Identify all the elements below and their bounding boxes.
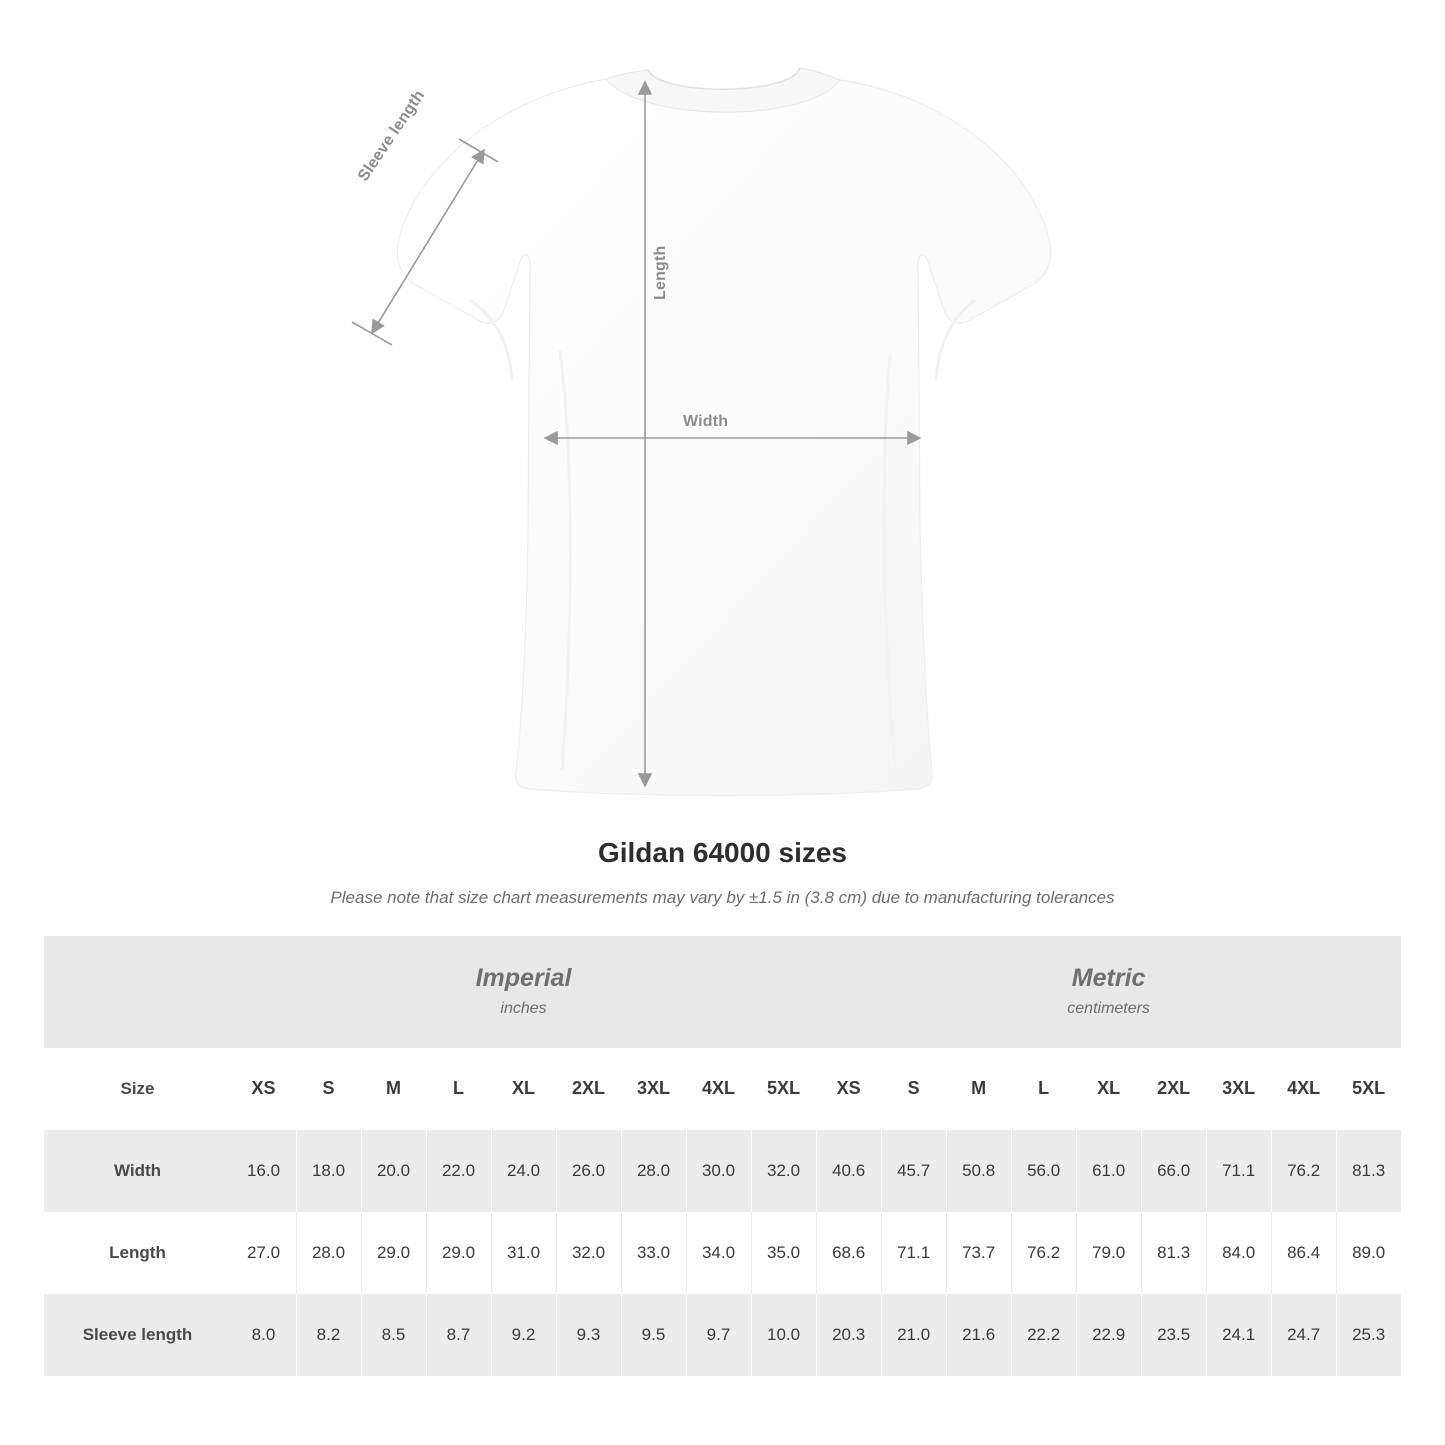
table-cell: 33.0 [621, 1212, 686, 1294]
table-cell: 81.3 [1336, 1130, 1401, 1212]
table-cell: 68.6 [816, 1212, 881, 1294]
table-cell: 71.1 [1206, 1130, 1271, 1212]
size-header-cell: 5XL [1336, 1048, 1401, 1130]
size-header-cell: M [361, 1048, 426, 1130]
unit-header-metric [816, 936, 1401, 1048]
unit-sub-metric: centimeters [1067, 1000, 1150, 1018]
table-cell: 30.0 [686, 1130, 751, 1212]
table-cell: 22.2 [1011, 1294, 1076, 1376]
size-header-cell: M [946, 1048, 1011, 1130]
table-cell: 28.0 [296, 1212, 361, 1294]
table-cell: 84.0 [1206, 1212, 1271, 1294]
table-cell: 76.2 [1011, 1212, 1076, 1294]
size-header-cell: L [426, 1048, 491, 1130]
table-row-sleeve-length [44, 1294, 1401, 1376]
table-cell: 25.3 [1336, 1294, 1401, 1376]
table-cell: 9.7 [686, 1294, 751, 1376]
size-table [44, 936, 1401, 1376]
table-cell: 31.0 [491, 1212, 556, 1294]
size-header-cell: 4XL [686, 1048, 751, 1130]
table-row-length [44, 1212, 1401, 1294]
size-table-wrapper [44, 936, 1401, 1376]
unit-header-imperial [231, 936, 816, 1048]
table-cell: 18.0 [296, 1130, 361, 1212]
table-cell: 79.0 [1076, 1212, 1141, 1294]
unit-name-imperial: Imperial [475, 963, 572, 992]
table-cell: 34.0 [686, 1212, 751, 1294]
table-cell: 86.4 [1271, 1212, 1336, 1294]
title-block [0, 836, 1445, 908]
row-header-sleeve-length: Sleeve length [44, 1294, 231, 1376]
table-cell: 9.5 [621, 1294, 686, 1376]
table-cell: 16.0 [231, 1130, 296, 1212]
sleeve-length-label: Sleeve length [355, 87, 429, 185]
table-cell: 26.0 [556, 1130, 621, 1212]
size-header-cell: 2XL [1141, 1048, 1206, 1130]
table-cell: 8.7 [426, 1294, 491, 1376]
table-cell: 9.3 [556, 1294, 621, 1376]
table-cell: 71.1 [881, 1212, 946, 1294]
table-cell: 24.1 [1206, 1294, 1271, 1376]
size-header-cell: XL [491, 1048, 556, 1130]
unit-sub-imperial: inches [500, 1000, 547, 1018]
table-cell: 24.0 [491, 1130, 556, 1212]
table-cell: 24.7 [1271, 1294, 1336, 1376]
row-header-width: Width [44, 1130, 231, 1212]
table-cell: 32.0 [751, 1130, 816, 1212]
table-corner [44, 936, 231, 1048]
row-header-length: Length [44, 1212, 231, 1294]
table-cell: 29.0 [361, 1212, 426, 1294]
page-title: Gildan 64000 sizes [597, 837, 848, 868]
table-cell: 32.0 [556, 1212, 621, 1294]
table-cell: 10.0 [751, 1294, 816, 1376]
table-cell: 8.2 [296, 1294, 361, 1376]
table-cell: 20.0 [361, 1130, 426, 1212]
unit-name-metric: Metric [1071, 963, 1146, 992]
size-header-cell: 2XL [556, 1048, 621, 1130]
table-cell: 20.3 [816, 1294, 881, 1376]
size-header-cell: 3XL [1206, 1048, 1271, 1130]
table-cell: 22.9 [1076, 1294, 1141, 1376]
size-header-cell: XS [816, 1048, 881, 1130]
table-cell: 23.5 [1141, 1294, 1206, 1376]
table-row-width [44, 1130, 1401, 1212]
unit-header-row [44, 936, 1401, 1048]
table-cell: 61.0 [1076, 1130, 1141, 1212]
size-header-cell: 5XL [751, 1048, 816, 1130]
size-header-cell: S [881, 1048, 946, 1130]
size-header-cell: 4XL [1271, 1048, 1336, 1130]
table-cell: 29.0 [426, 1212, 491, 1294]
table-cell: 81.3 [1141, 1212, 1206, 1294]
size-header-cell: S [296, 1048, 361, 1130]
size-header-row [44, 1048, 1401, 1130]
size-header-cell: 3XL [621, 1048, 686, 1130]
row-header-size: Size [44, 1048, 231, 1130]
table-cell: 21.6 [946, 1294, 1011, 1376]
table-cell: 27.0 [231, 1212, 296, 1294]
table-cell: 40.6 [816, 1130, 881, 1212]
tolerance-note: Please note that size chart measurements may vary by ±1.5 in (3.8 cm) due to manufacturing tolerances [330, 887, 1115, 907]
table-cell: 22.0 [426, 1130, 491, 1212]
table-cell: 76.2 [1271, 1130, 1336, 1212]
table-cell: 50.8 [946, 1130, 1011, 1212]
table-cell: 21.0 [881, 1294, 946, 1376]
table-cell: 8.5 [361, 1294, 426, 1376]
table-cell: 73.7 [946, 1212, 1011, 1294]
table-cell: 89.0 [1336, 1212, 1401, 1294]
length-label: Length [652, 245, 669, 300]
size-header-cell: XL [1076, 1048, 1141, 1130]
size-header-cell: XS [231, 1048, 296, 1130]
table-cell: 45.7 [881, 1130, 946, 1212]
table-cell: 8.0 [231, 1294, 296, 1376]
table-cell: 9.2 [491, 1294, 556, 1376]
table-cell: 28.0 [621, 1130, 686, 1212]
width-label: Width [683, 413, 729, 430]
table-cell: 35.0 [751, 1212, 816, 1294]
size-header-cell: L [1011, 1048, 1076, 1130]
table-cell: 56.0 [1011, 1130, 1076, 1212]
table-cell: 66.0 [1141, 1130, 1206, 1212]
